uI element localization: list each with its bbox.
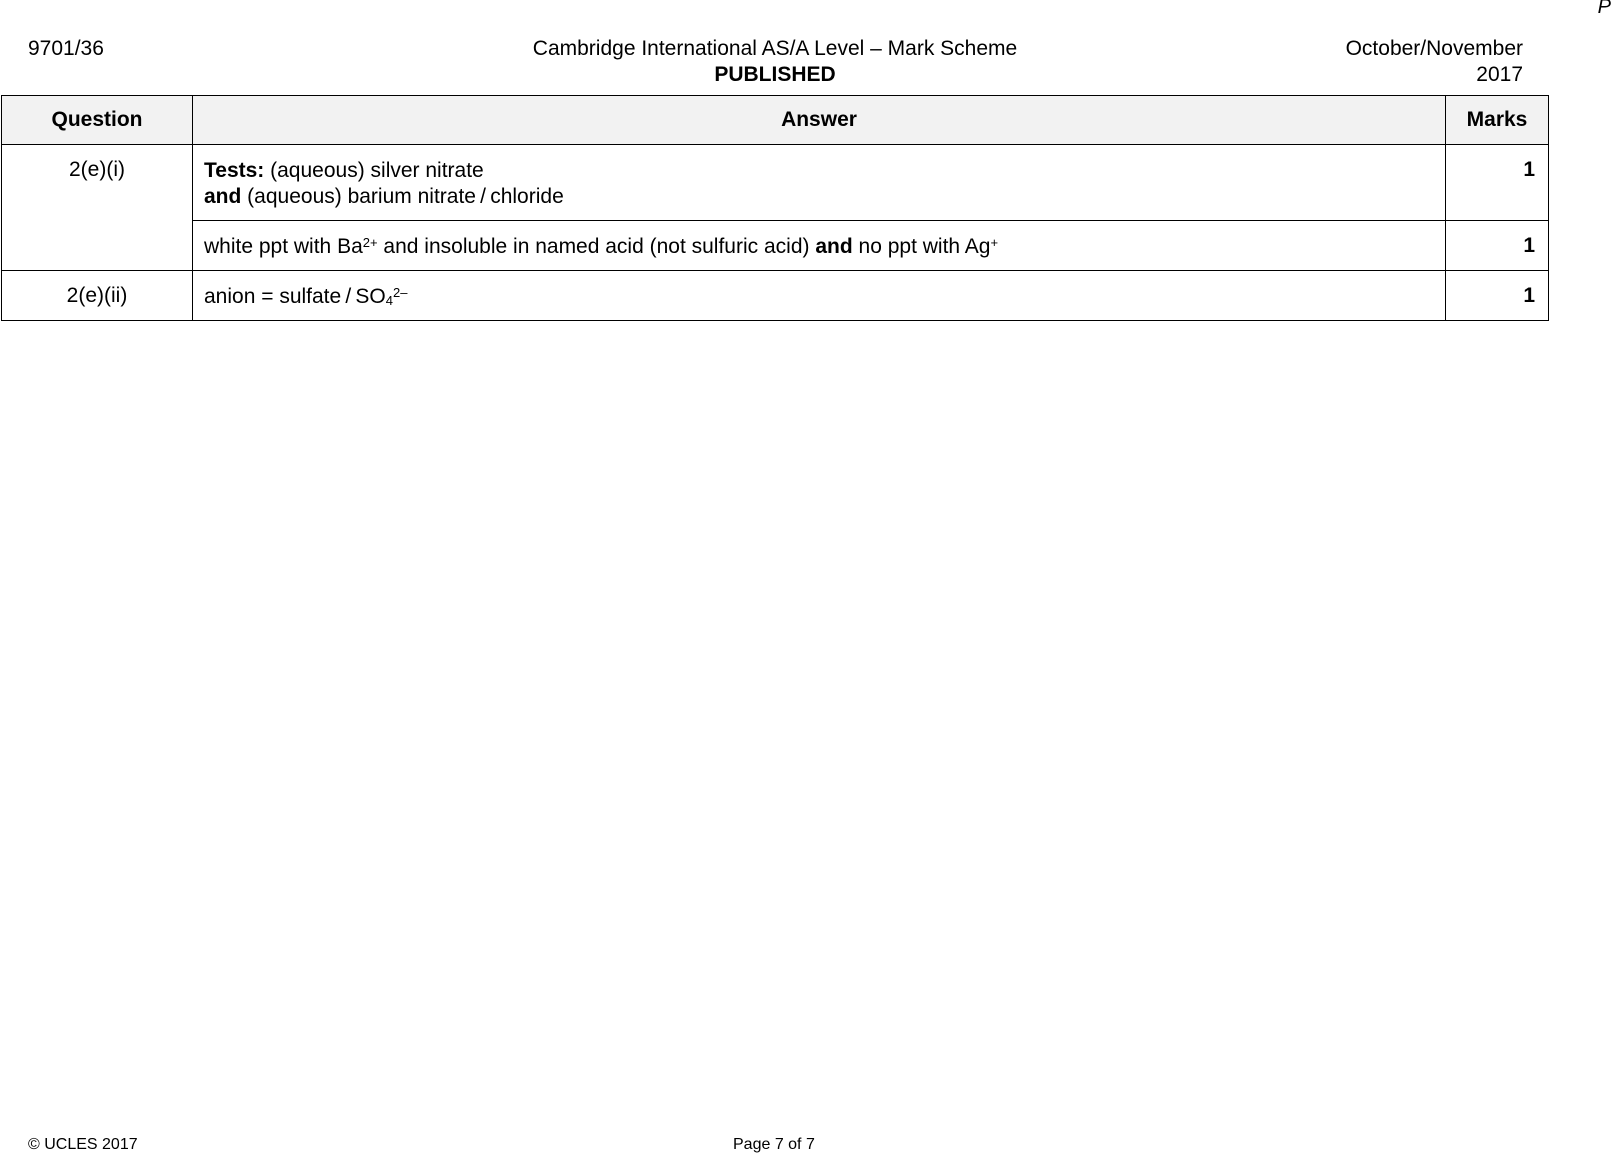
footer-copyright: © UCLES 2017 [28, 1136, 138, 1153]
answer-cell [193, 271, 1446, 321]
answer-text: white ppt with Ba [204, 235, 363, 258]
tests-text: (aqueous) silver nitrate [264, 159, 484, 182]
answer-line [204, 158, 1435, 184]
exam-series-year: 2017 [1476, 63, 1523, 86]
and-label: and [204, 185, 242, 208]
answer-text: anion = sulfate / SO [204, 285, 386, 308]
sulfate-subscript: 4 [385, 293, 394, 308]
and-text: (aqueous) barium nitrate / chloride [241, 185, 564, 208]
question-cell: 2(e)(ii) [2, 271, 193, 321]
answer-column-header: Answer [193, 96, 1446, 145]
mark-scheme-table [1, 95, 1549, 321]
marks-cell: 1 [1446, 145, 1549, 221]
sulfate-charge: 2– [393, 285, 408, 300]
table-row [2, 221, 1549, 271]
answer-cell [193, 221, 1446, 271]
exam-series [1346, 36, 1523, 88]
document-title [420, 36, 1130, 88]
exam-series-session: October/November [1345, 37, 1523, 60]
corner-mark: P [1597, 0, 1611, 18]
document-title-text: Cambridge International AS/A Level – Mark Scheme [532, 37, 1018, 60]
question-cell: 2(e)(i) [2, 145, 193, 271]
table-row [2, 271, 1549, 321]
answer-cell [193, 145, 1446, 221]
marks-column-header: Marks [1446, 96, 1549, 145]
published-status: PUBLISHED [714, 63, 836, 86]
table-row [2, 145, 1549, 221]
footer-page-number: Page 7 of 7 [733, 1136, 815, 1153]
marks-cell: 1 [1446, 271, 1549, 321]
silver-charge: + [990, 235, 999, 250]
barium-charge: 2+ [362, 235, 378, 250]
table-header-row [2, 96, 1549, 145]
paper-code: 9701/36 [28, 37, 104, 60]
tests-label: Tests: [204, 159, 265, 182]
answer-line [204, 184, 1435, 210]
marks-cell: 1 [1446, 221, 1549, 271]
answer-text: and insoluble in named acid (not sulfuric acid) [377, 235, 816, 258]
question-column-header: Question [2, 96, 193, 145]
and-label: and [815, 235, 853, 258]
answer-text: no ppt with Ag [852, 235, 991, 258]
